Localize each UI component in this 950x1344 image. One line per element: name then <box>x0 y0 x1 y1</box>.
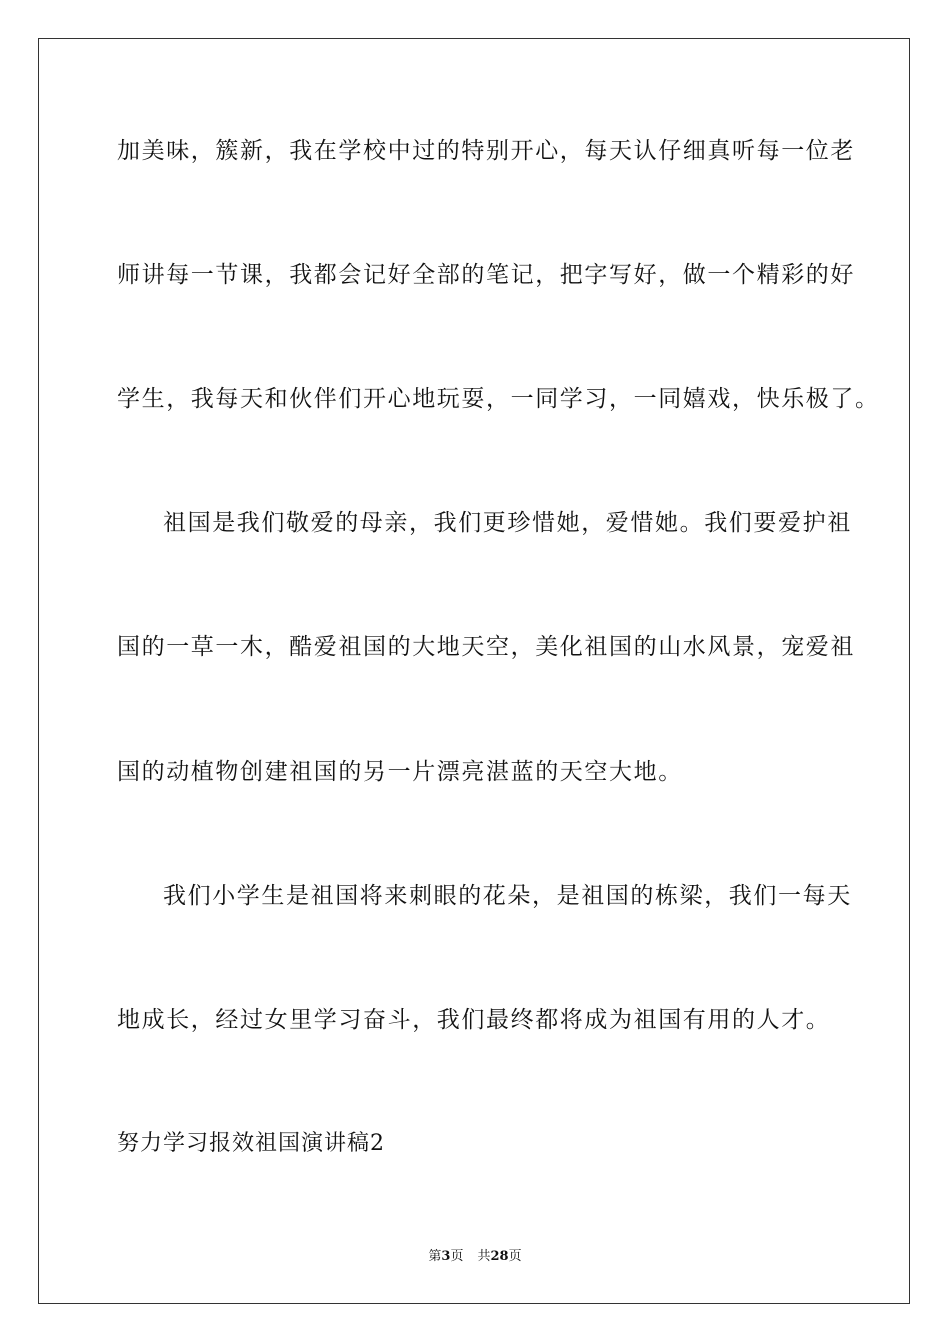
page-number: 3 <box>441 1249 451 1264</box>
section-heading: 努力学习报效祖国演讲稿2 <box>117 1131 385 1156</box>
total-suffix: 页 <box>508 1249 522 1264</box>
total-pages: 28 <box>490 1249 509 1264</box>
text-line: 学生，我每天和伙伴们开心地玩耍，一同学习，一同嬉戏，快乐极了。 <box>117 386 880 412</box>
text-line: 师讲每一节课，我都会记好全部的笔记，把字写好，做一个精彩的好 <box>117 262 855 288</box>
page-border <box>38 38 910 1304</box>
text-line: 地成长，经过女里学习奋斗，我们最终都将成为祖国有用的人才。 <box>117 1007 831 1033</box>
total-prefix: 共 <box>477 1249 491 1264</box>
text-line: 我们小学生是祖国将来刺眼的花朵，是祖国的栋梁，我们一每天 <box>163 883 852 909</box>
text-line: 祖国是我们敬爱的母亲，我们更珍惜她，爱惜她。我们要爱护祖 <box>163 510 852 536</box>
text-line: 国的一草一木，酷爱祖国的大地天空，美化祖国的山水风景，宠爱祖 <box>117 634 855 660</box>
text-line: 加美味，簇新，我在学校中过的特别开心，每天认仔细真听每一位老 <box>117 138 855 164</box>
text-line: 国的动植物创建祖国的另一片漂亮湛蓝的天空大地。 <box>117 759 683 785</box>
page-suffix: 页 <box>450 1249 464 1264</box>
page-prefix: 第 <box>428 1249 442 1264</box>
page-footer <box>0 1248 950 1266</box>
